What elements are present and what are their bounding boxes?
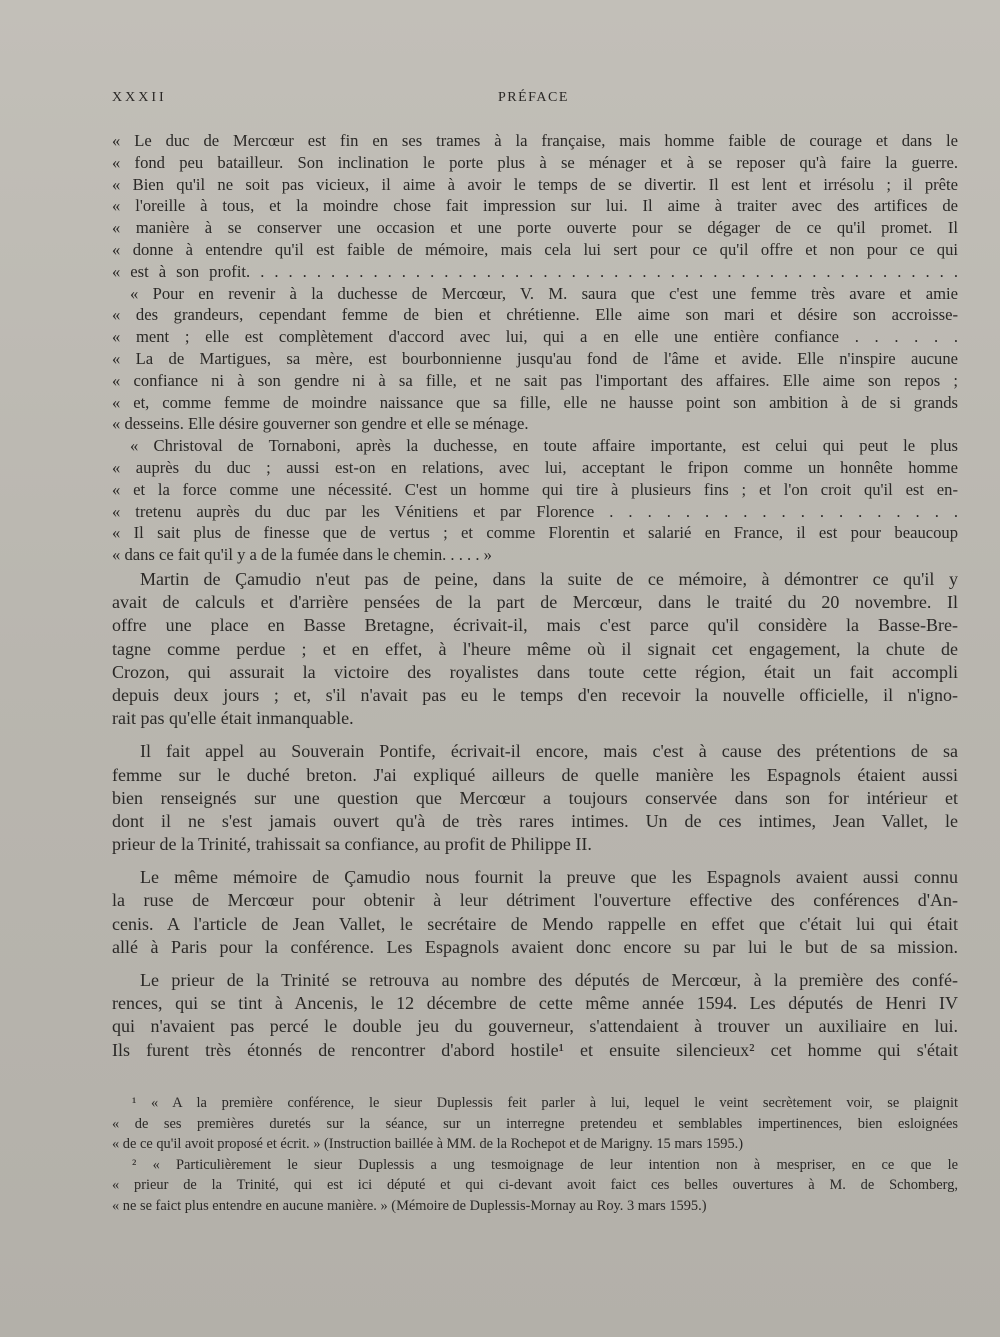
quote-line: « Bien qu'il ne soit pas vicieux, il aime à avoir le temps de se divertir. Il est lent et irrésolu ; il prête [112,174,958,194]
quote-line: « est à son profit. . . . . . . . . . . . . . . . . . . . . . . . . . . . . . . . . . . . . . . . . . . . . . . . . . . [112,261,958,281]
text-line: Il fait appel au Souverain Pontife, écrivait-il encore, mais c'est à cause des prétentions de sa [140,741,958,762]
footnote-line: « prieur de la Trinité, qui est ici député et qui ci-devant avoit faict ces belles ouvertures à M. de Schomberg, [112,1177,958,1193]
page-number: XXXII [112,90,167,105]
text-line: prieur de la Trinité, trahissait sa confiance, au profit de Philippe II. [112,834,592,855]
quote-line: « Le duc de Mercœur est fin en ses trames à la française, mais homme faible de courage et dans le [112,131,958,150]
footnotes [112,1093,958,1216]
paragraph [112,866,958,959]
text-line: rences, qui se tint à Ancenis, le 12 décembre de cette même année 1594. Les députés de Henri IV [112,993,958,1014]
text-line: avait de calculs et d'arrière pensées de la part de Mercœur, dans le traité du 20 novembre. Il [112,592,958,613]
paragraph [112,969,958,1062]
footnote-line: « ne se faict plus entendre en aucune manière. » (Mémoire de Duplessis-Mornay au Roy. 3 mars 1595.) [112,1197,707,1214]
main-text [112,568,958,1072]
quote-line: « tretenu auprès du duc par les Vénitiens et par Florence . . . . . . . . . . . . . . . . . . . [112,501,958,521]
text-line: tagne comme perdue ; et en effet, à l'heure même où il signait cet engagement, la chute de [112,638,958,659]
text-line: Le même mémoire de Çamudio nous fournit la preuve que les Espagnols avaient aussi connu [140,867,958,888]
quote-line: « dans ce fait qu'il y a de la fumée dans le chemin. . . . . » [112,545,492,565]
text-line: allé à Paris pour la conférence. Les Espagnols avaient donc encore su par lui le but de sa mission. [112,936,958,957]
text-line: bien renseignés sur une question que Mercœur a toujours conservée dans son for intérieur et [112,787,958,808]
paragraph [112,568,958,730]
paragraph [112,740,958,856]
running-title: PRÉFACE [498,90,569,105]
quote-line: « Pour en revenir à la duchesse de Mercœur, V. M. saura que c'est une femme très avare et amie [130,283,958,303]
text-line: femme sur le duché breton. J'ai expliqué ailleurs de quelle manière les Espagnols étaient aussi [112,764,958,785]
footnote-line: ² « Particulièrement le sieur Duplessis a ung tesmoignage de leur intention non à mespriser, en ce que le [132,1156,958,1173]
quote-line: « Christoval de Tornaboni, après la duchesse, en toute affaire importante, est celui qui peut le plus [130,436,958,456]
quote-line: « desseins. Elle désire gouverner son gendre et elle se ménage. [112,414,529,434]
text-line: dont il ne s'est jamais ouvert qu'à de très rares intimes. Un de ces intimes, Jean Vallet, le [112,810,958,831]
text-line: Le prieur de la Trinité se retrouva au nombre des députés de Mercœur, à la première des confé- [140,970,958,990]
quote-line: « et, comme femme de moindre naissance que sa fille, elle ne hausse point son ambition à de si grands [112,392,958,412]
text-line: offre une place en Basse Bretagne, écrivait-il, mais c'est parce qu'il considère la Basse-Bre- [112,615,958,636]
quote-line: « Il sait plus de finesse que de vertus ; et comme Florentin et salarié en France, il est pour beaucoup [112,523,958,543]
quote-line: « des grandeurs, cependant femme de bien et chrétienne. Elle aime son mari et désire son accroisse- [112,305,958,325]
quote-line: « l'oreille à tous, et la moindre chose fait impression sur lui. Il aime à traiter avec des artifices de [112,196,958,216]
quote-line: « confiance ni à son gendre ni à sa fille, et ne sait pas l'important des affaires. Elle aime son repos ; [112,370,958,390]
text-line: la ruse de Mercœur pour obtenir à leur détriment l'ouverture effective des conférences d'An- [112,890,958,911]
quote-line: « manière à se conserver une occasion et une porte ouverte pour se dégager de ce qu'il promet. Il [112,218,958,238]
text-line: cenis. A l'article de Jean Vallet, le secrétaire de Mendo rappelle en effet que c'était lui qui était [112,913,958,934]
quote-line: « La de Martigues, sa mère, est bourbonnienne jusqu'au fond de l'âme et avide. Elle n'inspire aucune [112,348,958,368]
text-line: rait pas qu'elle était inmanquable. [112,708,354,729]
quoted-memoir [112,130,958,566]
text-line: Martin de Çamudio n'eut pas de peine, dans la suite de ce mémoire, à démontrer ce qu'il y [140,569,958,589]
quote-line: « auprès du duc ; aussi est-on en relations, avec lui, acceptant le fripon comme un honnête homme [112,457,958,477]
quote-line: « donne à entendre qu'il est faible de mémoire, mais cela lui sert pour ce qu'il offre et non pour ce qui [112,239,958,259]
footnote-line: « de ce qu'il avoit proposé et écrit. » (Instruction baillée à MM. de la Rochepot et de Marigny. 15 mars 1595.) [112,1136,744,1152]
quote-line: « fond peu batailleur. Son inclination le porte plus à se ménager et à se reposer qu'à faire la guerre. [112,152,958,172]
text-line: depuis deux jours ; et, s'il n'avait pas eu le temps d'en recevoir la nouvelle officielle, il n'igno- [112,684,958,705]
text-line: Ils furent très étonnés de rencontrer d'abord hostile¹ et ensuite silencieux² cet homme qui s'était [112,1039,958,1060]
footnote-line: « de ses premières duretés sur la séance, sur un interregne pretendeu et semblables impertinences, bien esloignées [112,1115,958,1132]
text-line: Crozon, qui assurait la victoire des royalistes dans toute cette région, était un fait accompli [112,661,958,682]
footnote-line: ¹ « A la première conférence, le sieur Duplessis feit parler à lui, lequel le veint secrètement voir, se plaignit [132,1095,958,1111]
quote-line: « et la force comme une nécessité. C'est un homme qui tire à plusieurs fins ; et l'on croit qu'il est en- [112,479,958,499]
quote-line: « ment ; elle est complètement d'accord avec lui, qui a en elle une entière confiance . . . . . . [112,327,958,347]
text-line: qui n'avaient pas percé le double jeu du gouverneur, s'attendaient à trouver un auxiliaire en lui. [112,1016,958,1037]
page-header [0,90,1000,114]
